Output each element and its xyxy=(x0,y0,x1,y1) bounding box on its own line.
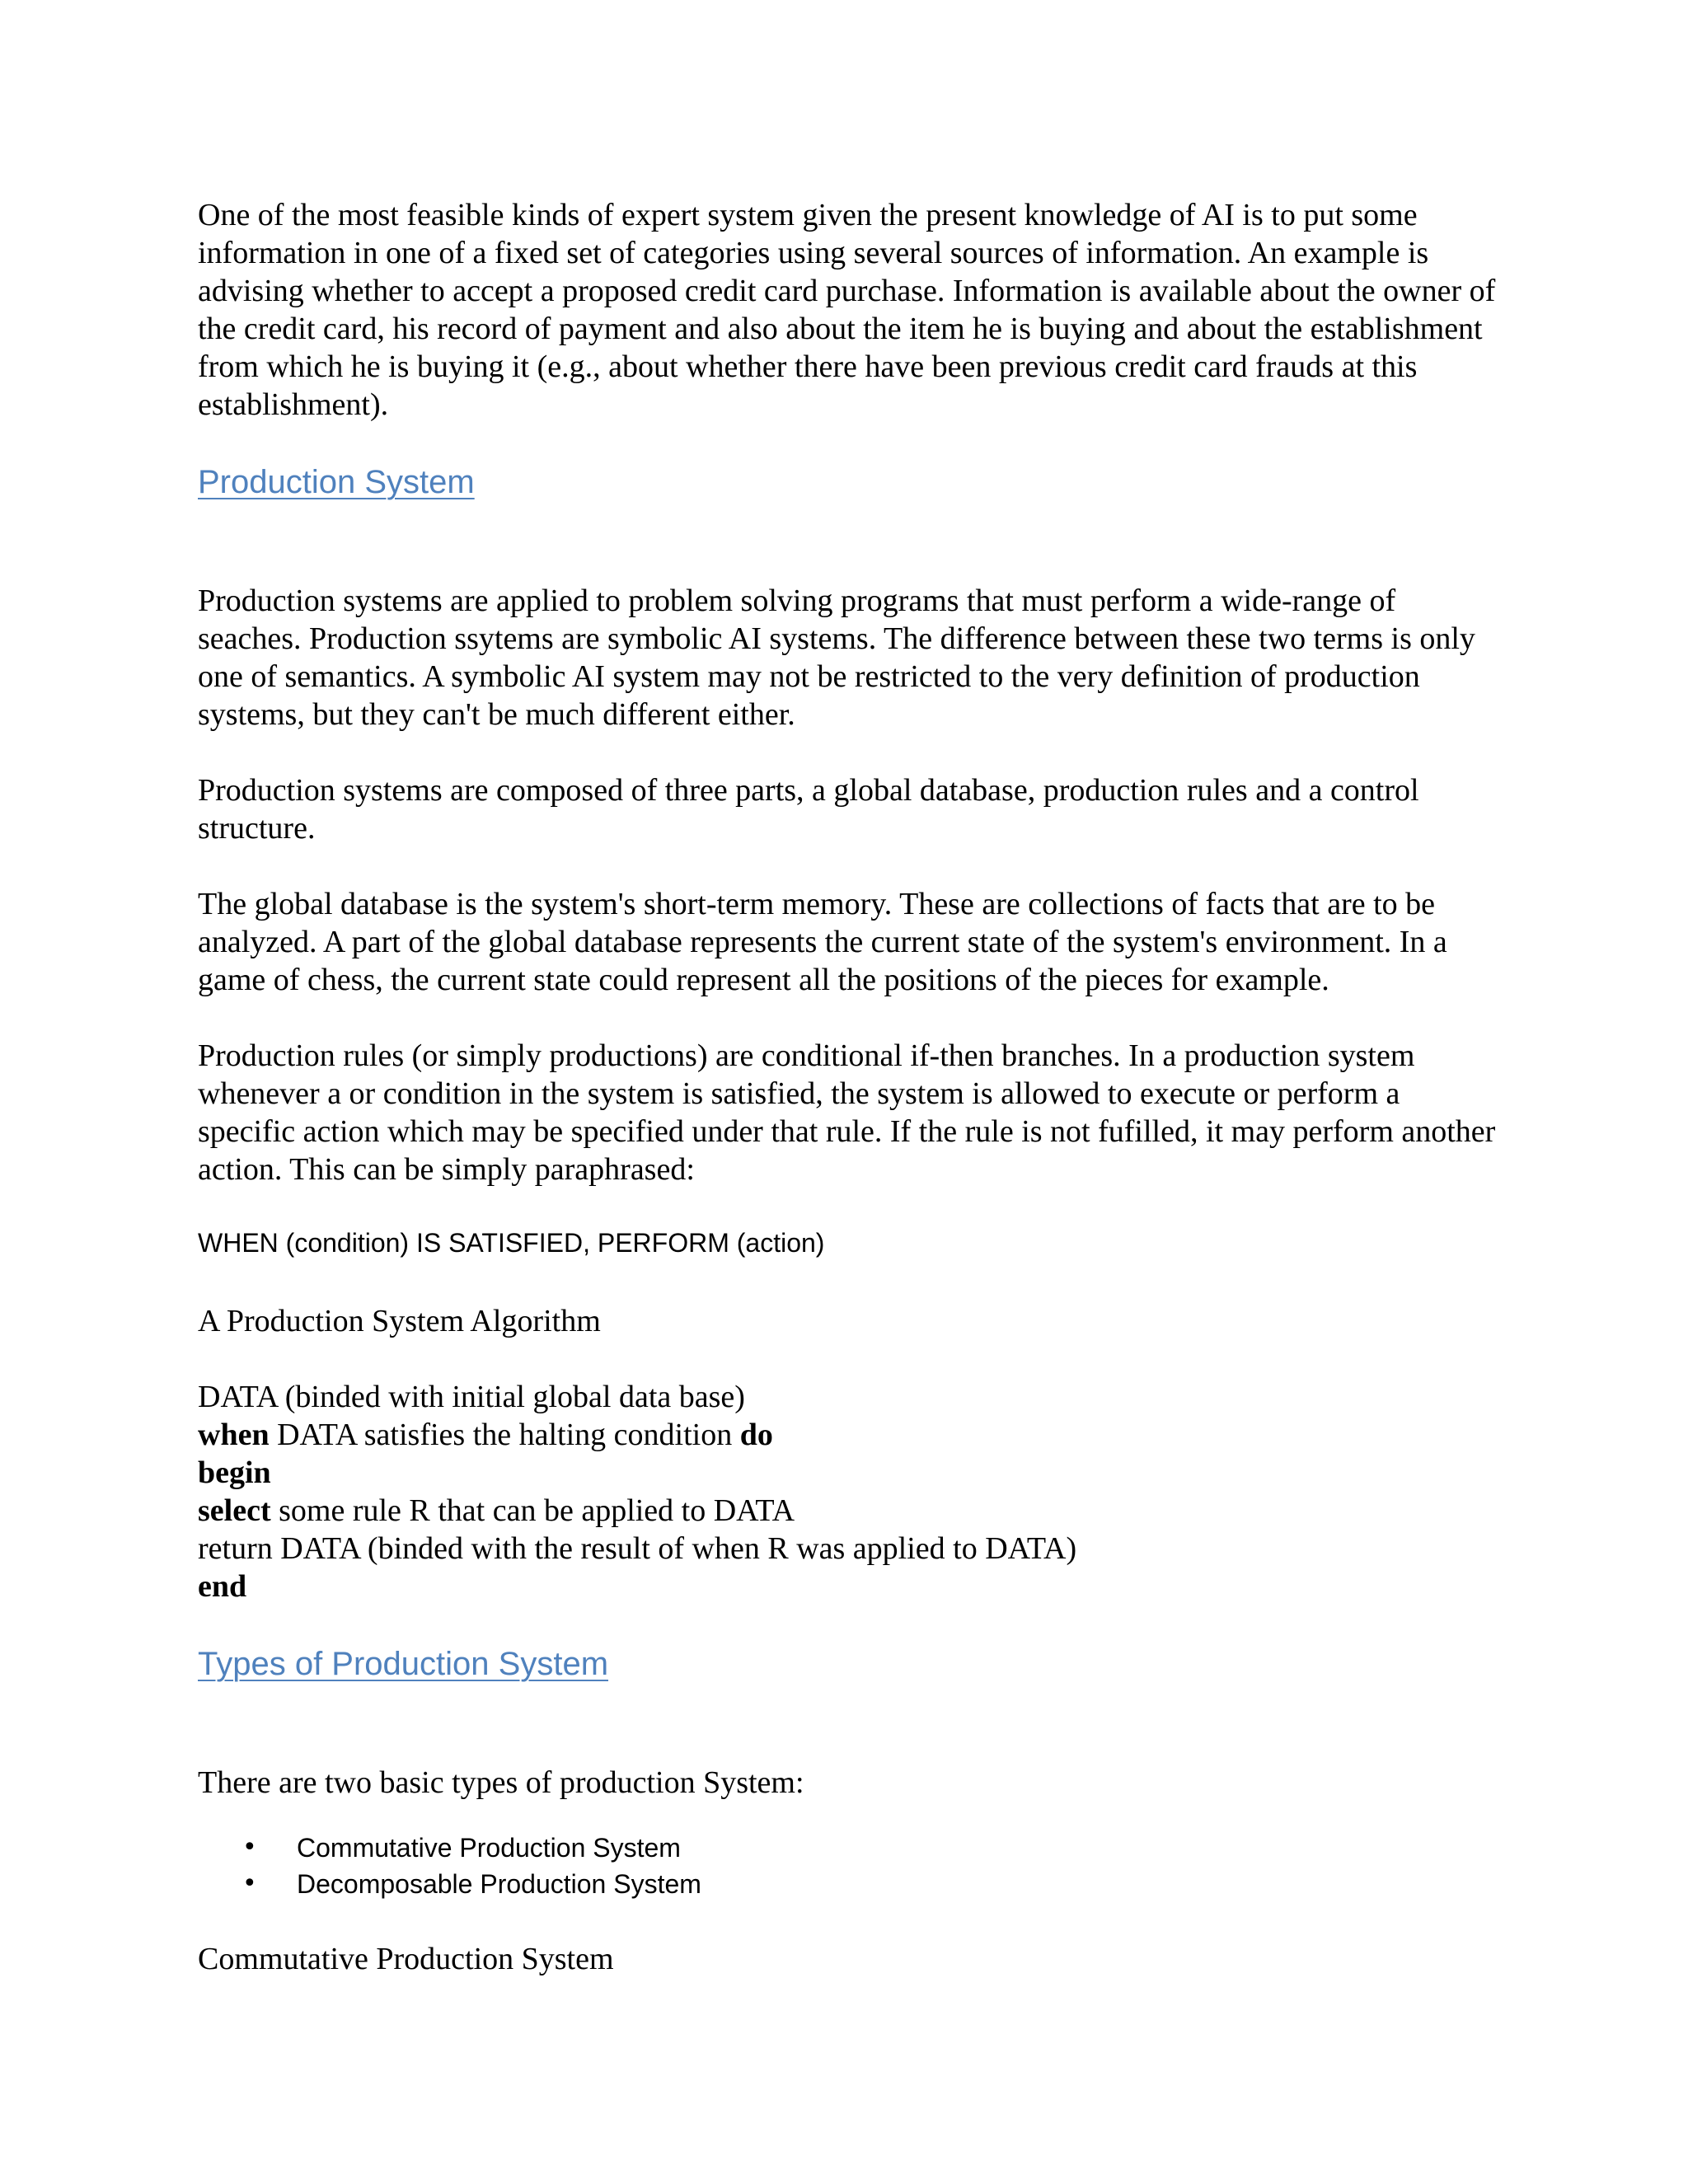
algorithm-line-data xyxy=(198,1378,1500,1416)
section-heading-wrap xyxy=(198,462,1500,542)
algorithm-title: A Production System Algorithm xyxy=(198,1304,601,1338)
section-heading-wrap-types xyxy=(198,1643,1500,1724)
paragraph-global-database: The global database is the system's short-term memory. These are collections of facts that are to be analyzed. A part of the global database represents the current state of the system's environment. In a game of chess, the current state could represent all the positions of the pieces for example. xyxy=(198,887,1447,997)
algorithm-line-return xyxy=(198,1530,1500,1568)
keyword-select: select xyxy=(198,1493,271,1528)
bullet-icon: • xyxy=(242,1869,257,1898)
paragraph-production-systems-applied: Production systems are applied to problem solving programs that must perform a wide-range of seaches. Production ssytems are symbolic AI systems. The difference between these two terms is only one of semantics. A symbolic AI system may not be restricted to the very definition of production systems, but they can't be much different either. xyxy=(198,583,1475,732)
bullet-icon: • xyxy=(242,1833,257,1862)
types-list xyxy=(198,1830,1500,1902)
list-item xyxy=(242,1830,1500,1866)
algorithm-line-when-text: DATA satisfies the halting condition xyxy=(269,1418,740,1452)
algorithm-line-select xyxy=(198,1492,1500,1530)
algorithm-block xyxy=(198,1378,1500,1605)
algorithm-line-begin xyxy=(198,1454,1500,1492)
keyword-when: when xyxy=(198,1418,270,1452)
document-page xyxy=(198,196,1500,1978)
rule-paraphrase: WHEN (condition) IS SATISFIED, PERFORM (action) xyxy=(198,1228,825,1258)
subheading-commutative: Commutative Production System xyxy=(198,1942,614,1976)
section-heading-production-system[interactable]: Production System xyxy=(198,464,475,500)
keyword-end: end xyxy=(198,1569,247,1604)
section-heading-types-of-production-system[interactable]: Types of Production System xyxy=(198,1646,609,1682)
intro-paragraph: One of the most feasible kinds of expert system given the present knowledge of AI is to put some information in one of a fixed set of categories using several sources of information. An example is advising whether to accept a proposed credit card purchase. Information is available about the owner of the credit card, his record of payment and also about the item he is buying and about the establishment from which he is buying it (e.g., about whether there have been previous credit card frauds at this establishment). xyxy=(198,198,1496,422)
list-item-text: Commutative Production System xyxy=(297,1833,681,1863)
algorithm-line-data-text: DATA (binded with initial global data base) xyxy=(198,1380,745,1414)
algorithm-line-when xyxy=(198,1416,1500,1454)
algorithm-line-end xyxy=(198,1568,1500,1605)
paragraph-production-systems-composed: Production systems are composed of three parts, a global database, production rules and a control structure. xyxy=(198,773,1419,846)
keyword-begin: begin xyxy=(198,1455,271,1490)
list-item xyxy=(242,1866,1500,1902)
types-intro: There are two basic types of production System: xyxy=(198,1765,804,1800)
paragraph-production-rules: Production rules (or simply productions) are conditional if-then branches. In a production system whenever a or condition in the system is satisfied, the system is allowed to execute or perform a specific action which may be specified under that rule. If the rule is not fufilled, it may perform another action. This can be simply paraphrased: xyxy=(198,1038,1496,1187)
algorithm-line-return-text: return DATA (binded with the result of when R was applied to DATA) xyxy=(198,1531,1077,1566)
keyword-do: do xyxy=(739,1418,773,1452)
list-item-text: Decomposable Production System xyxy=(297,1869,701,1899)
algorithm-line-select-text: some rule R that can be applied to DATA xyxy=(270,1493,795,1528)
